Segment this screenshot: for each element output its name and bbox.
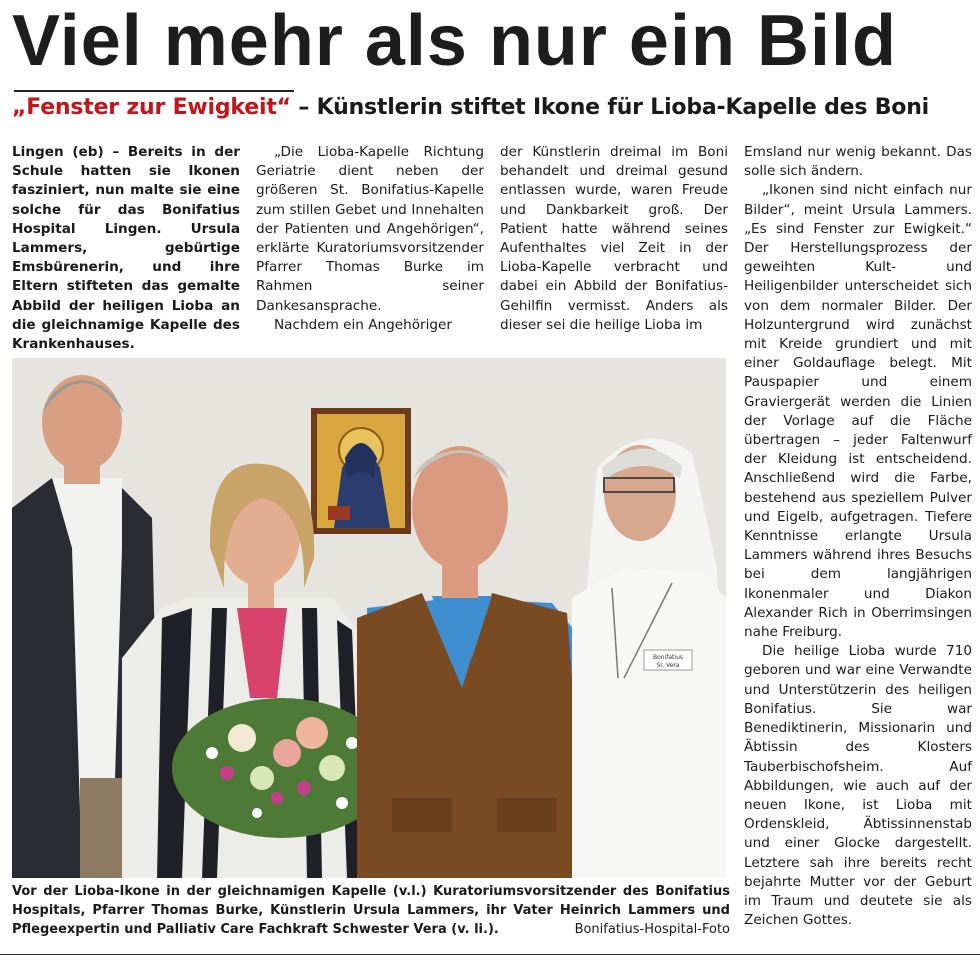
bottom-rule — [0, 954, 980, 955]
name-badge-line1: Bonifatius — [653, 654, 683, 661]
photo-credit: Bonifatius-Hospital-Foto — [574, 922, 730, 937]
name-badge-line2: Sr. Vera — [656, 662, 680, 669]
column-1 — [12, 143, 240, 354]
col4-paragraph-2: „Ikonen sind nicht einfach nur Bilder“, meint Ursula Lammers. „Es sind Fenster zur Ewigkeit.“ Der Herstellungsprozess der geweihten Kult- und Heiligenbilder unterscheidet sich von dem normaler Bilder. Der Holzuntergrund wird zunächst mit Kreide grundiert und mit einer Goldauflage belegt. Mit Pauspapier und einem Graviergerät werden die Linien der Vorlage auf die Fläche übertragen – jeder Faltenwurf der Kleidung ist entscheidend. Anschließend wird die Farbe, bestehend aus speziellem Pulver und Eigelb, aufgetragen. Tiefere Kenntnisse erlangte Ursula Lammers während ihres Besuchs bei dem langjährigen Ikonenmaler und Diakon Alexander Rich in Oberrimsingen nahe Freiburg. — [744, 182, 972, 641]
col3-paragraph-1: der Künstlerin dreimal im Boni behandelt und dreimal gesund entlassen wurde, waren Freude und Dankbarkeit groß. Der Patient hatte während seines Aufenthaltes viel Zeit in der Lioba-Kapelle verbracht und dabei ein Abbild der Bonifatius-Gehilfin vermisst. Anders als dieser sei die heilige Lioba im — [500, 144, 728, 333]
subheadline-quote: „Fenster zur Ewigkeit“ — [12, 95, 291, 120]
subheadline — [12, 95, 929, 120]
column-2 — [256, 143, 484, 335]
col4-paragraph-3: Die heilige Lioba wurde 710 geboren und war eine Verwandte und Unterstützerin des heiligen Bonifatius. Sie war Benediktinerin, Missionarin und Äbtissin des Klosters Tauberbischofsheim. Auf Abbildungen, wie auch auf der neuen Ikone, ist Lioba mit Ordenskleid, Äbtissinnenstab und einer Glocke dargestellt. Letztere sah ihre bereits recht bejahrte Mutter vor der Geburt im Traum und deutete sie als Zeichen Gottes. — [744, 643, 972, 929]
lead-paragraph: Lingen (eb) – Bereits in der Schule hatten sie Ikonen fasziniert, nun malte sie eine solche für das Bonifatius Hospital Lingen. Ursula Lammers, gebürtige Emsbürenerin, und ihre Eltern stifteten das gemalte Abbild der heiligen Lioba an die gleichnamige Kapelle des Krankenhauses. — [12, 144, 240, 353]
column-3 — [500, 143, 728, 335]
col2-paragraph-1: „Die Lioba-Kapelle Richtung Geriatrie dient neben der größeren St. Bonifatius-Kapelle zum stillen Gebet und Innehalten der Patienten und Angehörigen“, erklärte Kuratoriumsvorsitzender Pfarrer Thomas Burke im Rahmen seiner Dankesansprache. — [256, 144, 484, 314]
lioba-icon-painting — [311, 408, 411, 534]
col4-paragraph-1: Emsland nur wenig bekannt. Das solle sich ändern. — [744, 144, 972, 180]
headline: Viel mehr als nur ein Bild — [12, 1, 897, 81]
group-photo — [12, 358, 726, 878]
col2-paragraph-2: Nachdem ein Angehöriger — [274, 316, 453, 333]
person-schwester-vera — [572, 439, 726, 878]
subheadline-rest: – Künstlerin stiftet Ikone für Lioba-Kapelle des Boni — [290, 95, 930, 120]
column-4 — [744, 143, 972, 930]
headline-rule — [14, 90, 294, 92]
caption-text: Vor der Lioba-Ikone in der gleichnamigen Kapelle (v.l.) Kuratoriumsvorsitzender des Bonifatius Hospitals, Pfarrer Thomas Burke, Künstlerin Ursula Lammers, ihr Vater Heinrich Lammers und Pflegeexpertin und Palliativ Care Fachkraft Schwester Vera (v. li.). — [12, 884, 730, 937]
photo-caption — [12, 882, 730, 939]
